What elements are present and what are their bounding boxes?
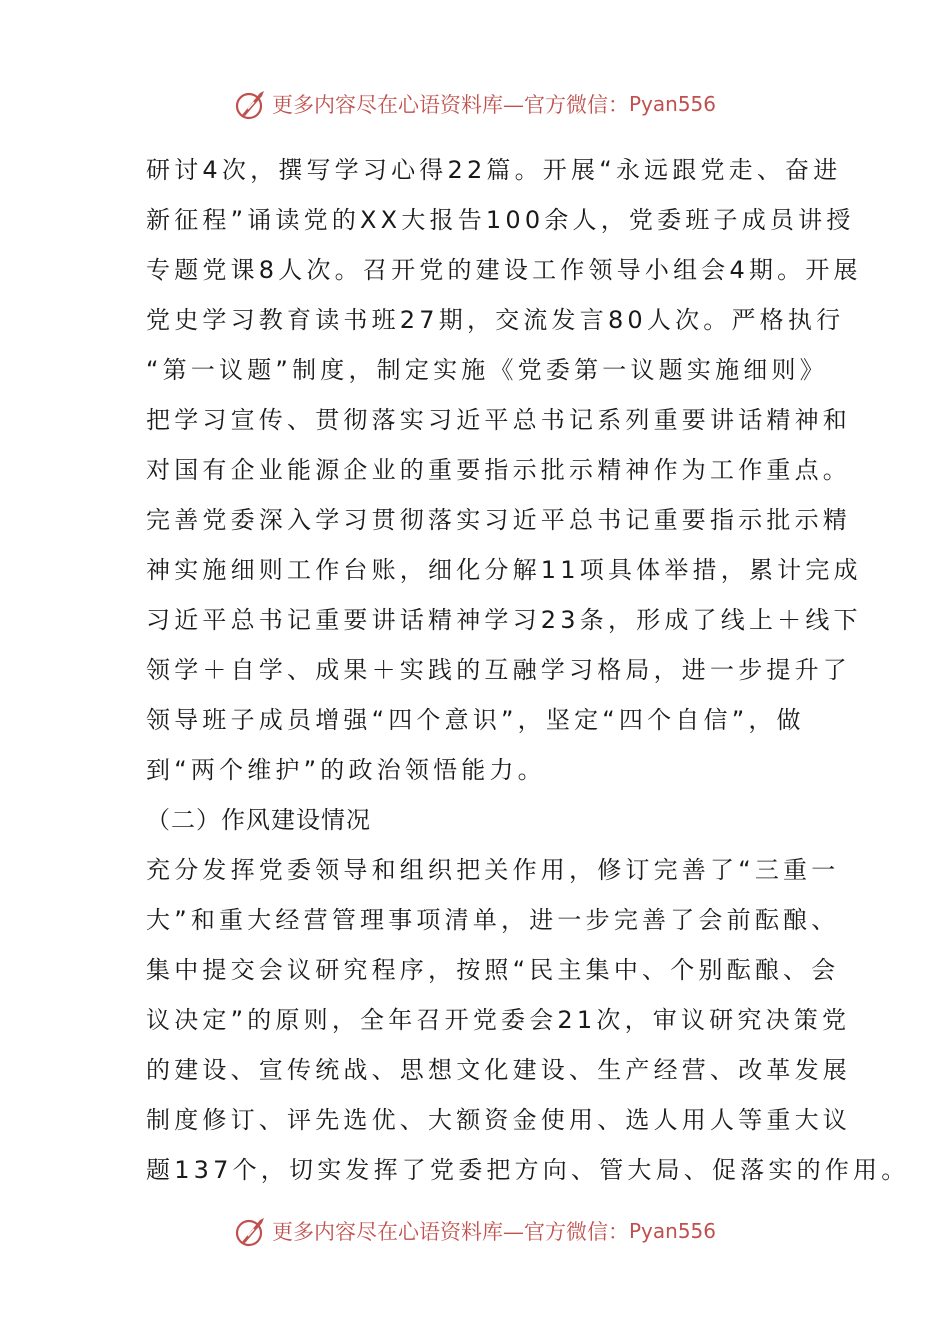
body-line: 把学习宣传、贯彻落实习近平总书记系列重要讲话精神和: [146, 406, 851, 434]
body-line: 专题党课8人次。召开党的建设工作领导小组会4期。开展: [146, 256, 862, 284]
watermark-text: 更多内容尽在心语资料库—官方微信：: [271, 1220, 629, 1244]
section-line: 议决定”的原则，全年召开党委会21次，审议研究决策党: [146, 1006, 851, 1034]
section-line: 制度修订、评先选优、大额资金使用、选人用人等重大议: [146, 1106, 851, 1134]
section-heading: （二）作风建设情况: [146, 806, 371, 834]
quill-pen-logo-icon: [234, 87, 268, 121]
body-line: 领导班子成员增强“四个意识”，坚定“四个自信”，做: [146, 706, 805, 734]
body-line: 对国有企业能源企业的重要指示批示精神作为工作重点。: [146, 456, 851, 484]
header-watermark: [0, 84, 950, 124]
body-line: 到“两个维护”的政治领悟能力。: [146, 756, 546, 784]
body-line: 领学＋自学、成果＋实践的互融学习格局，进一步提升了: [146, 656, 851, 684]
watermark-wechat-id: Pyan556: [628, 92, 716, 116]
body-line: 神实施细则工作台账，细化分解11项具体举措，累计完成: [146, 556, 862, 584]
section-line: 集中提交会议研究程序，按照“民主集中、个别酝酿、会: [146, 956, 840, 984]
section-line: 大”和重大经营管理事项清单，进一步完善了会前酝酿、: [146, 906, 840, 934]
body-line: 新征程”诵读党的XX大报告100余人，党委班子成员讲授: [146, 206, 855, 234]
body-line: 习近平总书记重要讲话精神学习23条，形成了线上＋线下: [146, 606, 862, 634]
document-body: [146, 145, 910, 1195]
section-line: 的建设、宣传统战、思想文化建设、生产经营、改革发展: [146, 1056, 851, 1084]
footer-watermark: [0, 1211, 950, 1251]
watermark-wechat-id: Pyan556: [628, 1219, 716, 1243]
watermark-text: 更多内容尽在心语资料库—官方微信：: [271, 93, 629, 117]
quill-pen-logo-icon: [234, 1214, 268, 1248]
section-line: 充分发挥党委领导和组织把关作用，修订完善了“三重一: [146, 856, 840, 884]
body-line: “第一议题”制度，制定实施《党委第一议题实施细则》: [146, 356, 828, 384]
body-line: 研讨4次，撰写学习心得22篇。开展“永远跟党走、奋进: [146, 156, 842, 184]
body-line: 党史学习教育读书班27期，交流发言80人次。严格执行: [146, 306, 845, 334]
section-line: 题137个，切实发挥了党委把方向、管大局、促落实的作用。: [146, 1156, 910, 1184]
body-line: 完善党委深入学习贯彻落实习近平总书记重要指示批示精: [146, 506, 851, 534]
